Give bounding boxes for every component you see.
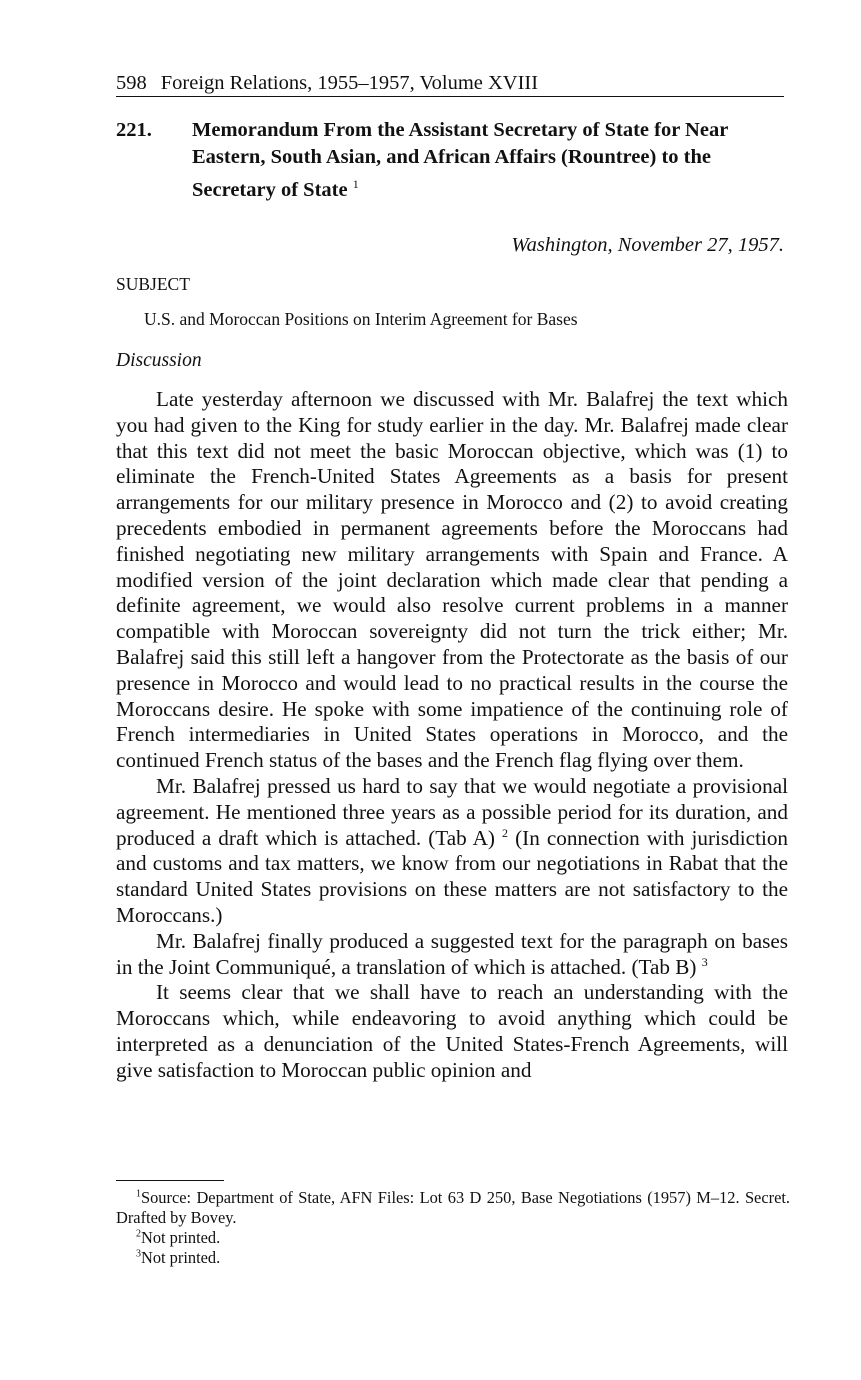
paragraph: Late yesterday afternoon we discussed with Mr. Balafrej the text which you had given to the King for study earlier in the day. Mr. Balafrej made clear that this text did not meet the basic Moroccan objective, which was (1) to eliminate the French-United States Agreements as a basis for present arrangements for our military presence in Morocco and (2) to avoid creating precedents embodied in permanent agreements before the Moroccans had finished negotiating new military arrangements with Spain and France. A modified version of the joint declaration which made clear that pending a definite agreement, we would also resolve current problems in a manner compatible with Moroccan sovereignty did not turn the trick either; Mr. Balafrej said this still left a hangover from the Protectorate as the basis of our presence in Morocco and would lead to no practical results in the course the Moroccans desire. He spoke with some impatience of the continuing role of French intermediaries in United States operations in Morocco, and the continued French status of the bases and the French flag flying over them.	[116, 387, 788, 773]
discussion-label: Discussion	[116, 350, 202, 371]
page-number: 598	[116, 72, 147, 94]
footnote-text: Source: Department of State, AFN Files: Lot 63 D 250, Base Negotiations (1957) M–12. Secret. Drafted by Bovey.	[116, 1188, 790, 1227]
document-title-text: Memorandum From the Assistant Secretary of State for Near Eastern, South Asian, and African Affairs (Rountree) to the Secretary of State	[192, 119, 728, 201]
subject-label: SUBJECT	[116, 274, 190, 294]
footnote-text: Not printed.	[141, 1248, 221, 1267]
footnote-text: Not printed.	[141, 1228, 221, 1247]
paragraph: It seems clear that we shall have to reach an understanding with the Moroccans which, while endeavoring to avoid anything which could be interpreted as a denunciation of the United States-French Agreements, will give satisfaction to Moroccan public opinion and	[116, 980, 788, 1082]
footnote-ref-1: 1	[352, 177, 359, 191]
document-number: 221.	[116, 119, 152, 141]
footnote	[116, 1228, 790, 1248]
footnote-mark: 3	[136, 1248, 141, 1260]
dateline: Washington, November 27, 1957.	[511, 234, 784, 256]
footnote-ref-2: 2	[502, 825, 509, 840]
footnotes	[116, 1188, 790, 1268]
document-title	[192, 117, 796, 204]
paragraph	[116, 929, 788, 981]
footnote-mark: 1	[136, 1188, 141, 1200]
footnote-mark: 2	[136, 1228, 141, 1240]
paragraph-text: Mr. Balafrej pressed us hard to say that we would negotiate a provisional agreement. He mentioned three years as a possible period for its duration, and produced a draft which is attached. (Tab A)	[116, 773, 788, 850]
paragraph-text: (In connection with jurisdiction and customs and tax matters, we know from our negotiations in Rabat that the standard United States provisions on these matters are not satisfactory to the Moroccans.)	[116, 825, 789, 927]
body-text	[116, 387, 788, 1084]
footnote-ref-3: 3	[701, 954, 708, 969]
footnote-divider	[116, 1180, 224, 1181]
footnote	[116, 1248, 790, 1268]
running-header	[116, 70, 784, 97]
running-title: Foreign Relations, 1955–1957, Volume XVIII	[160, 72, 539, 94]
paragraph-text: Mr. Balafrej finally produced a suggested text for the paragraph on bases in the Joint Communiqué, a translation of which is attached. (Tab B)	[116, 928, 788, 979]
paragraph	[116, 774, 788, 929]
subject-text: U.S. and Moroccan Positions on Interim Agreement for Bases	[144, 309, 578, 329]
footnote	[116, 1188, 790, 1228]
